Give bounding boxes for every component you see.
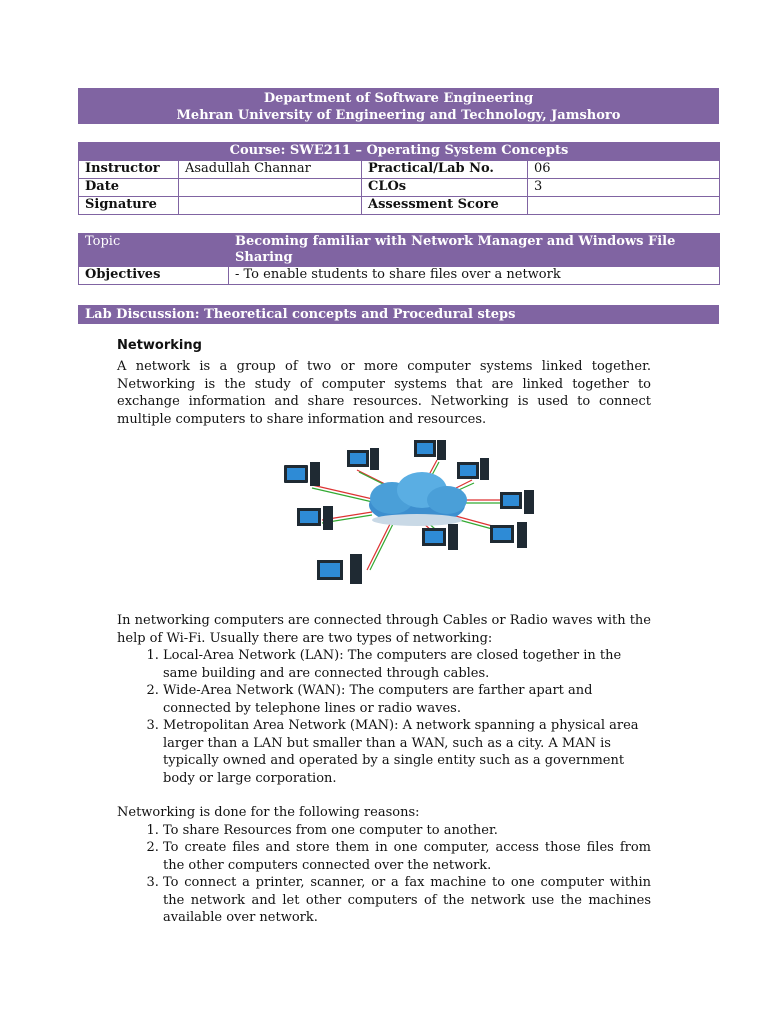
date-label: Date — [79, 179, 179, 197]
list-item: 3. Metropolitan Area Network (MAN): A network spanning a physical area larger than a LAN but smaller than a WAN, such as a city. A MAN is typically owned and operated by a single entity such as a government body or large corporation. — [163, 717, 651, 787]
network-types-list — [117, 647, 651, 787]
objectives-value: - To enable students to share files over a network — [229, 267, 720, 285]
cloud-icon — [369, 472, 467, 526]
instructor-label: Instructor — [79, 161, 179, 179]
list-item: 1. To share Resources from one computer to another. — [163, 822, 651, 840]
list-item: 3. To connect a printer, scanner, or a fax machine to one computer within the network and let other computers of the network use the machines available over network. — [163, 874, 651, 927]
types-intro: In networking computers are connected through Cables or Radio waves with the help of Wi-Fi. Usually there are two types of networking: — [117, 613, 651, 646]
types-section — [117, 612, 651, 787]
networking-heading: Networking — [117, 338, 202, 353]
reasons-section — [117, 804, 651, 927]
network-diagram-image — [262, 440, 552, 610]
reasons-intro: Networking is done for the following reasons: — [117, 805, 420, 820]
assessment-label: Assessment Score — [362, 197, 528, 215]
date-row — [79, 179, 720, 197]
course-info-table — [78, 142, 720, 215]
assessment-value — [528, 197, 720, 215]
university-title: Mehran University of Engineering and Technology, Jamshoro — [176, 108, 621, 123]
topic-label: Topic — [79, 234, 229, 267]
signature-row — [79, 197, 720, 215]
topic-row — [79, 234, 720, 267]
date-value — [179, 179, 362, 197]
topic-table — [78, 233, 720, 285]
course-title: Course: SWE211 – Operating System Concepts — [79, 143, 720, 161]
list-item: 1. Local-Area Network (LAN): The computers are closed together in the same building and are connected through cables. — [163, 647, 651, 682]
department-title: Department of Software Engineering — [263, 91, 534, 106]
networking-intro: A network is a group of two or more computer systems linked together. Networking is the study of computer systems that are linked together to exchange information and share resources. Networking is used to connect multiple computers to share information and resources. — [117, 359, 651, 427]
objectives-row — [79, 267, 720, 285]
course-row — [79, 143, 720, 161]
list-item: 2. Wide-Area Network (WAN): The computers are farther apart and connected by telephone lines or radio waves. — [163, 682, 651, 717]
practical-value: 06 — [528, 161, 720, 179]
list-item: 2. To create files and store them in one computer, access those files from the other computers connected over the network. — [163, 839, 651, 874]
clos-label: CLOs — [362, 179, 528, 197]
instructor-row — [79, 161, 720, 179]
instructor-value: Asadullah Channar — [179, 161, 362, 179]
reasons-list — [117, 822, 651, 927]
clos-value: 3 — [528, 179, 720, 197]
signature-label: Signature — [79, 197, 179, 215]
practical-label: Practical/Lab No. — [362, 161, 528, 179]
objectives-label: Objectives — [79, 267, 229, 285]
signature-value — [179, 197, 362, 215]
document-header — [78, 88, 719, 124]
lab-discussion-title: Lab Discussion: Theoretical concepts and Procedural steps — [78, 305, 719, 324]
topic-value: Becoming familiar with Network Manager and Windows File Sharing — [229, 234, 720, 267]
